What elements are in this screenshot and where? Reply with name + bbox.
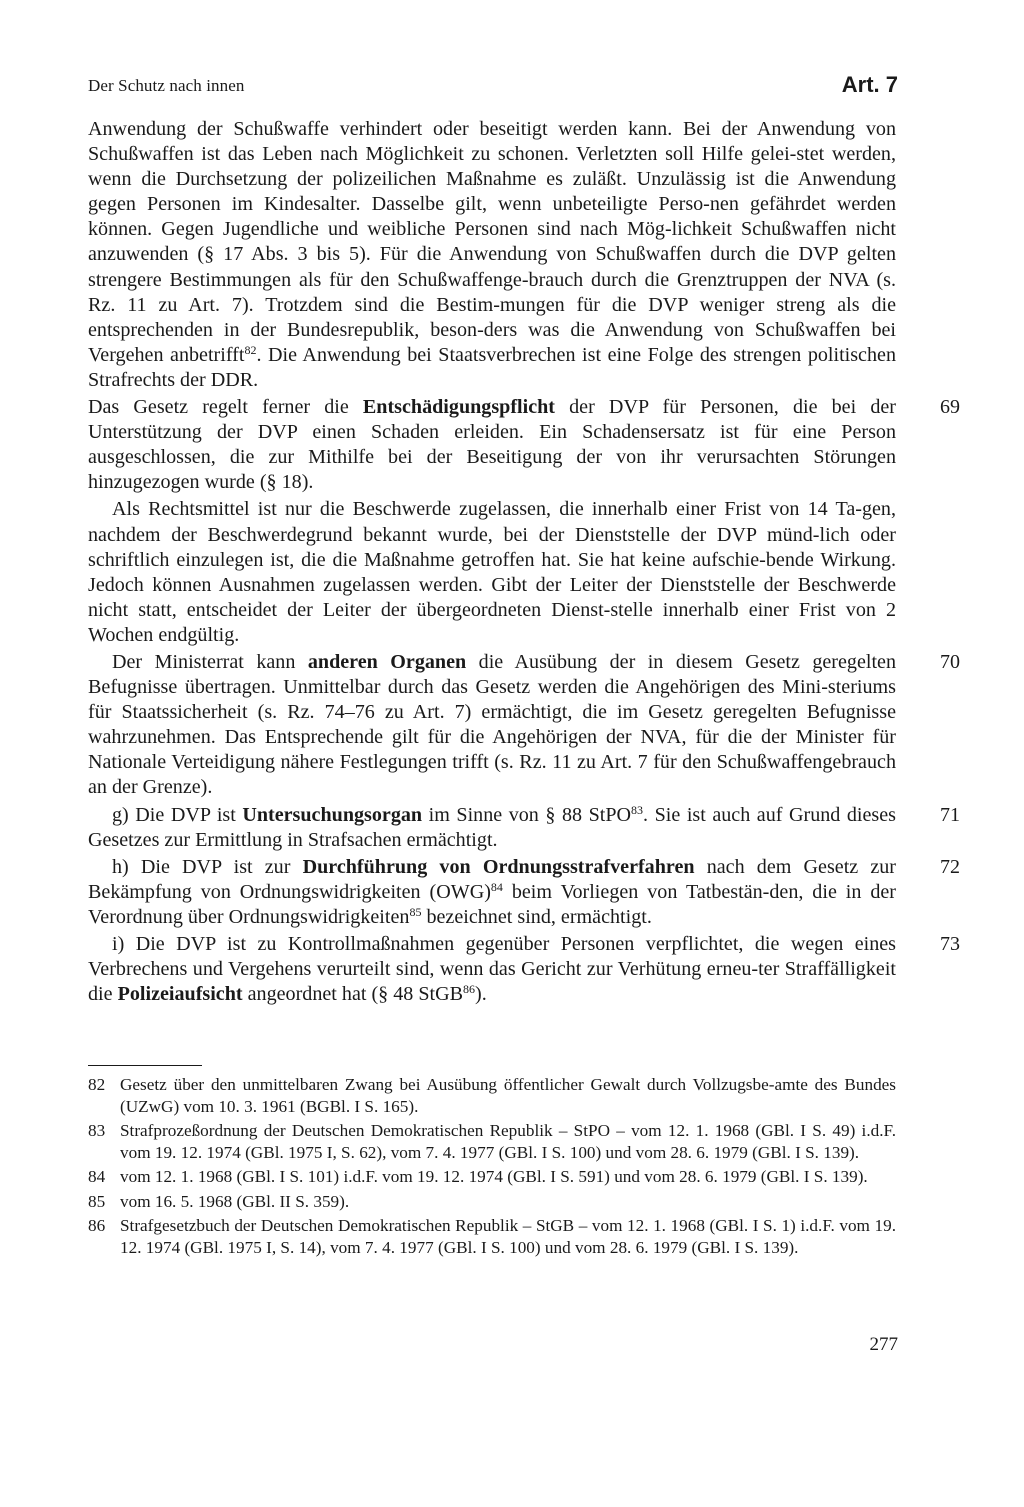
paragraph	[88, 497, 896, 648]
text-run: angeordnet hat (§ 48 StGB	[242, 983, 464, 1006]
footnote-text: vom 12. 1. 1968 (GBl. I S. 101) i.d.F. vom 19. 12. 1974 (GBl. I S. 591) und vom 28. 6. 1979 (GBl. I S. 139).	[120, 1167, 868, 1186]
footnote-text: Strafgesetzbuch der Deutschen Demokratischen Republik – StGB – vom 12. 1. 1968 (GBl. I S. 1) i.d.F. vom 19. 12. 1974 (GBl. 1975 I, S. 14), vom 7. 4. 1977 (GBl. I S. 100) und vom 28. 6. 1979 (GBl. I S. 139).	[120, 1216, 896, 1257]
footnote-ref: 82	[244, 342, 257, 357]
text-run: die Ausübung der in diesem Gesetz geregelten Befugnisse übertragen. Unmittelbar durch das Gesetz werden die Angehörigen des Mini-steriums für Staatssicherheit (s. Rz. 74–76 zu Art. 7) ermächtigt, die im Gesetz geregelten Befugnisse wahrzunehmen. Das Entsprechende gilt für die Angehörigen der NVA, für die der Minister für Nationale Verteidigung nähere Festlegungen trifft (s. Rz. 11 zu Art. 7 für den Schußwaffengebrauch an der Grenze).	[88, 650, 896, 799]
article-label: Art. 7	[841, 72, 898, 97]
footnote-number: 85	[88, 1191, 106, 1211]
footnote	[88, 1215, 896, 1258]
text-run: im Sinne von § 88 StPO	[422, 803, 632, 826]
emphasis-term: Entschädigungspflicht	[362, 396, 555, 419]
paragraph	[88, 932, 960, 1007]
paragraph	[88, 117, 896, 393]
margin-number: 71	[940, 803, 960, 826]
text-run: i) Die DVP ist zu Kontrollmaßnahmen gegenüber Personen verpflichtet, die wegen eines Verbrechens und Vergehens verurteilt sind, wenn das Gericht zur Verhütung erneu-ter Straffälligkeit die	[88, 933, 896, 1006]
page-number: 277	[869, 1334, 898, 1355]
paragraph	[88, 855, 960, 930]
text-run: Anwendung der Schußwaffe verhindert oder beseitigt werden kann. Bei der Anwendung von Schußwaffen ist das Leben nach Möglichkeit zu schonen. Verletzten soll Hilfe gelei-stet werden, wenn die Durchsetzung der polizeilichen Maßnahme es zuläßt. Unzulässig ist die Anwendung gegen Personen im Kindesalter. Dasselbe gilt, wenn unbeteiligte Perso-nen gefährdet werden können. Gegen Jugendliche und weibliche Personen sind nach Mög-lichkeit Schußwaffen nicht anzuwenden (§ 17 Abs. 3 bis 5). Für die Anwendung von Schußwaffen durch die DVP gelten strengere Bestimmungen als für den Schußwaffenge-brauch durch die Grenztruppen der NVA (s. Rz. 11 zu Art. 7). Trotzdem sind die Bestim-mungen für die DVP weniger streng als die entsprechenden in der Bundesrepublik, beson-ders was die Anwendung von Schußwaffen bei Vergehen anbetrifft	[88, 118, 896, 366]
emphasis-term: Polizeiaufsicht	[117, 983, 243, 1006]
footnote-number: 84	[88, 1167, 106, 1186]
paragraph	[88, 802, 960, 853]
footnote-ref: 84	[490, 879, 503, 894]
running-head: Der Schutz nach innen	[88, 76, 245, 95]
text-run: beim Vorliegen von Tatbestän-den, die in der Verordnung über Ordnungswidrigkeiten	[88, 880, 896, 928]
text-run: Das Gesetz regelt ferner die	[88, 396, 363, 419]
footnote-number: 86	[88, 1216, 106, 1235]
footnote-text: Gesetz über den unmittelbaren Zwang bei Ausübung öffentlicher Gewalt durch Vollzugsbe-amte des Bundes (UZwG) vom 10. 3. 1961 (BGBl. I S. 165).	[120, 1075, 896, 1116]
margin-number: 70	[940, 650, 960, 673]
footnote-number: 83	[88, 1121, 106, 1140]
text-run: h) Die DVP ist zur	[112, 855, 303, 878]
margin-number: 73	[940, 933, 960, 955]
emphasis-term: Durchführung von Ordnungsstrafverfahren	[302, 855, 695, 878]
margin-number: 72	[940, 855, 960, 878]
paragraph	[88, 395, 960, 495]
footnotes	[88, 1074, 896, 1261]
text-run: g) Die DVP ist	[112, 803, 243, 826]
text-run: der DVP für Personen, die bei der Unterstützung der DVP einen Schaden erleiden. Ein Schadensersatz ist für eine Person ausgeschlossen, die zur Mithilfe bei der Beseitigung der von ihr verursachten Störungen hinzugezogen wurde (§ 18).	[88, 396, 896, 494]
text-run: bezeichnet sind, ermächtigt.	[421, 905, 652, 928]
emphasis-term: Untersuchungsorgan	[242, 803, 423, 826]
footnote-rule	[88, 1065, 202, 1066]
footnote	[88, 1120, 896, 1163]
text-run: nach dem Gesetz zur Bekämpfung von Ordnungswidrigkeiten (OWG)	[88, 855, 896, 903]
margin-number: 69	[940, 396, 960, 419]
text-run: ).	[475, 983, 487, 1006]
footnote	[88, 1074, 896, 1117]
footnote-text: vom 16. 5. 1968 (GBl. II S. 359).	[120, 1191, 350, 1211]
footnote-ref: 86	[463, 982, 476, 997]
footnote	[88, 1166, 896, 1188]
body-text	[88, 117, 960, 1007]
text-run: Als Rechtsmittel ist nur die Beschwerde zugelassen, die innerhalb einer Frist von 14 Ta-gen, nachdem der Beschwerdegrund bekannt wurde, bei der Dienststelle der DVP münd-lich oder schriftlich einzulegen ist, die die Maßnahme getroffen hat. Sie hat keine aufschie-bende Wirkung. Jedoch können Ausnahmen zugelassen werden. Gibt der Leiter der Dienststelle der Beschwerde nicht statt, entscheidet der Leiter der übergeordneten Dienst-stelle innerhalb einer Frist von 2 Wochen endgültig.	[88, 498, 896, 646]
footnote	[88, 1191, 896, 1213]
footnote-ref: 83	[631, 802, 644, 817]
paragraph	[88, 650, 960, 801]
footnote-text: Strafprozeßordnung der Deutschen Demokratischen Republik – StPO – vom 12. 1. 1968 (GBl. I S. 49) i.d.F. vom 19. 12. 1974 (GBl. 1975 I, S. 62), vom 7. 4. 1977 (GBl. I S. 100) und vom 28. 6. 1979 (GBl. I S. 139).	[120, 1121, 896, 1162]
text-run: . Sie ist auch auf Grund dieses Gesetzes zur Ermittlung in Strafsachen ermächtigt.	[88, 803, 896, 851]
text-run: Der Ministerrat kann	[112, 650, 308, 673]
footnote-ref: 85	[409, 904, 422, 919]
text-run: . Die Anwendung bei Staatsverbrechen ist eine Folge des strengen politischen Strafrechts der DDR.	[88, 343, 896, 391]
emphasis-term: anderen Organen	[307, 650, 467, 673]
footnote-number: 82	[88, 1075, 106, 1094]
